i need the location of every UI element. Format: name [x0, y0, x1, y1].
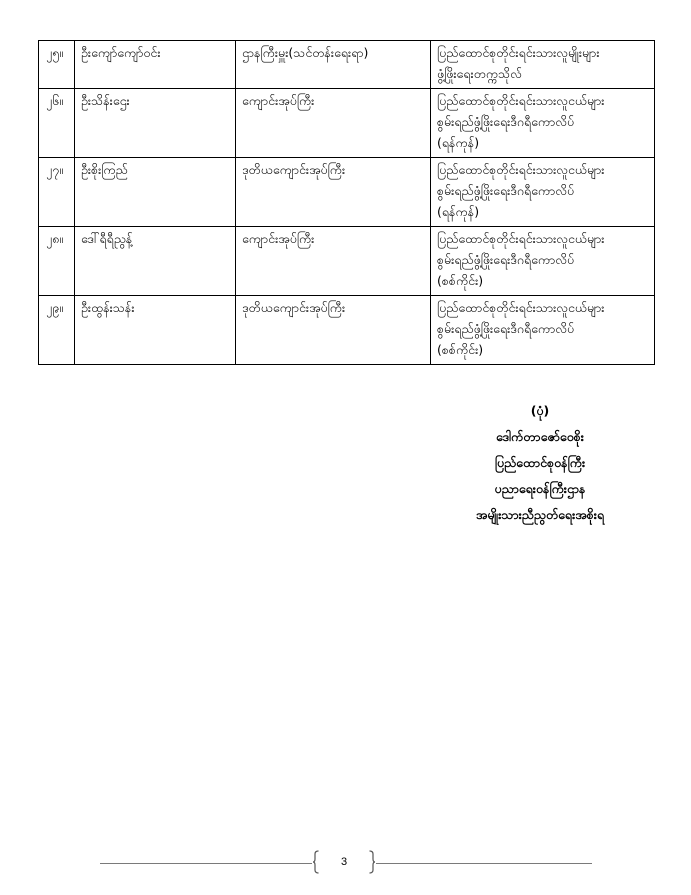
member-name: ဒေါ်ရီရီညွန့် [75, 227, 236, 296]
table-row [39, 41, 655, 89]
table-row [39, 89, 655, 158]
organization-line: စွမ်းရည်ဖွံ့ဖြိုးရေးဒီဂရီကောလိပ် [437, 252, 575, 267]
organization-line: (ရန်ကုန်) [437, 204, 480, 219]
signatory-ministry: ပညာရေးဝန်ကြီးဌာန [494, 481, 586, 496]
member-number: ၂၅။ [39, 41, 75, 89]
organization-line: (ရန်ကုန်) [437, 135, 480, 150]
member-number: ၂၈။ [39, 227, 75, 296]
member-number: ၂၆။ [39, 89, 75, 158]
table-row [39, 296, 655, 365]
footer-rule-right [376, 863, 592, 864]
signatory-name: ဒေါက်တာဇော်ဝေစိုး [496, 429, 584, 444]
signature-block [440, 398, 640, 528]
member-name: ဦးစိုးကြည် [75, 158, 236, 227]
organization-line: (စစ်ကိုင်း) [437, 342, 484, 357]
organization-line: ပြည်ထောင်စုတိုင်းရင်းသားလူငယ်များ [437, 93, 605, 108]
table-row [39, 227, 655, 296]
member-position: ဌာနကြီးမှူး(သင်တန်းရေးရာ) [236, 41, 431, 89]
organization-line: ပြည်ထောင်စုတိုင်းရင်းသားလူငယ်များ [437, 300, 605, 315]
organization-line: စွမ်းရည်ဖွံ့ဖြိုးရေးဒီဂရီကောလိပ် [437, 183, 575, 198]
member-organization [431, 158, 655, 227]
member-organization [431, 41, 655, 89]
footer-rule-left [100, 863, 312, 864]
member-organization [431, 296, 655, 365]
member-number: ၂၉။ [39, 296, 75, 365]
member-organization [431, 227, 655, 296]
signature-mark: (ပုံ) [530, 403, 550, 418]
member-position: ကျောင်းအုပ်ကြီး [236, 89, 431, 158]
organization-line: ပြည်ထောင်စုတိုင်းရင်းသားလူငယ်များ [437, 231, 605, 246]
signatory-title: ပြည်ထောင်စုဝန်ကြီး [494, 455, 586, 470]
member-name: ဦးကျော်ကျော်ဝင်း [75, 41, 236, 89]
organization-line: ပြည်ထောင်စုတိုင်းရင်းသားလူငယ်များ [437, 162, 605, 177]
page-footer [100, 850, 592, 876]
members-table [38, 40, 655, 365]
organization-line: စွမ်းရည်ဖွံ့ဖြိုးရေးဒီဂရီကောလိပ် [437, 114, 575, 129]
page-number: 3 [340, 856, 348, 868]
member-name: ဦးထွန်းသန်း [75, 296, 236, 365]
member-name: ဦးသိန်းဌေး [75, 89, 236, 158]
right-bracket-icon [368, 850, 376, 874]
organization-line: (စစ်ကိုင်း) [437, 273, 484, 288]
signatory-committee: အမျိုးသားညီညွတ်ရေးအစိုးရ [475, 507, 605, 522]
member-number: ၂၇။ [39, 158, 75, 227]
member-organization [431, 89, 655, 158]
table-row [39, 158, 655, 227]
member-position: ကျောင်းအုပ်ကြီး [236, 227, 431, 296]
member-position: ဒုတိယကျောင်းအုပ်ကြီး [236, 158, 431, 227]
organization-line: ဖွံ့ဖြိုးရေးတက္ကသိုလ် [437, 66, 522, 81]
left-bracket-icon [312, 850, 320, 874]
organization-line: စွမ်းရည်ဖွံ့ဖြိုးရေးဒီဂရီကောလိပ် [437, 321, 575, 336]
organization-line: ပြည်ထောင်စုတိုင်းရင်းသားလူမျိုးများ [437, 45, 600, 60]
member-position: ဒုတိယကျောင်းအုပ်ကြီး [236, 296, 431, 365]
